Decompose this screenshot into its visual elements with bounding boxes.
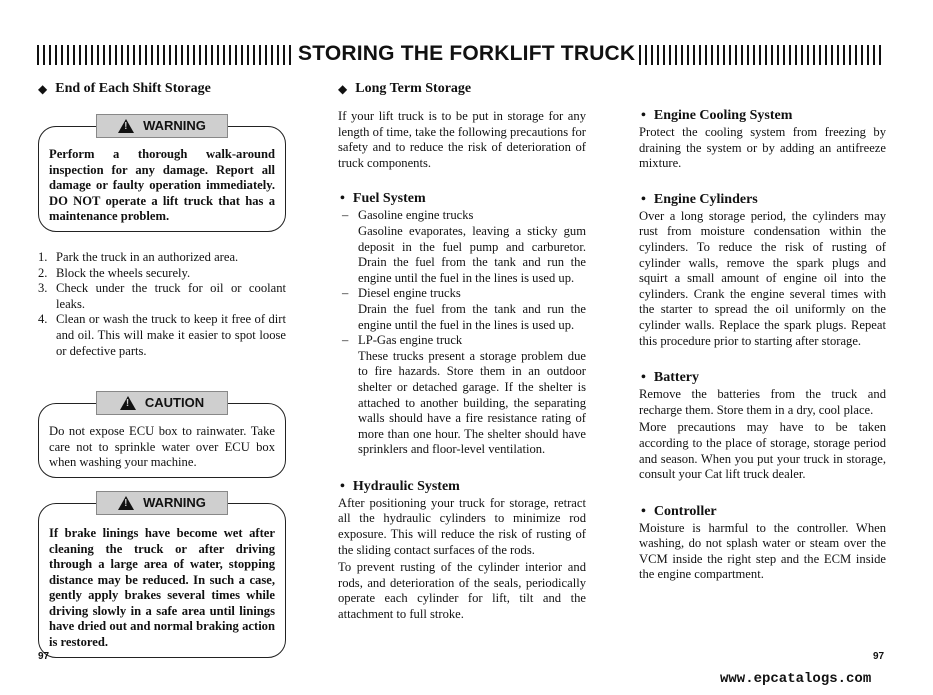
header-bar: [235, 45, 237, 65]
list-item: [338, 208, 586, 224]
step-text: Clean or wash the truck to keep it free of dirt and oil. This will make it easier to spot loose or defective parts.: [56, 312, 286, 358]
step-text: Park the truck in an authorized area.: [56, 249, 239, 264]
warning-text: Perform a thorough walk-around inspection for any damage. Report all damage or faulty operation immediately. DO NOT operate a lift truck that has a maintenance problem.: [49, 147, 275, 224]
header-bar: [73, 45, 75, 65]
header-bar: [831, 45, 833, 65]
header-bar: [49, 45, 51, 65]
step-number: 1.: [38, 249, 48, 264]
header-bar: [801, 45, 803, 65]
header-bar: [765, 45, 767, 65]
subsection-title: Engine Cylinders: [653, 191, 758, 207]
step-number: 2.: [38, 265, 48, 280]
warning-badge: [96, 491, 228, 515]
header-bar: [109, 45, 111, 65]
header-bar: [843, 45, 845, 65]
header-bar: [717, 45, 719, 65]
bullet-icon: •: [641, 503, 646, 519]
bullet-icon: •: [641, 191, 646, 207]
warning-text: If brake linings have become wet after cleaning the truck or after driving through a large area of water, stopping distance may be reduced. In such a case, gently apply brakes several times while driving slowly in a safe area until linings have dried out and normal braking action is restored.: [49, 525, 275, 650]
header-bar: [759, 45, 761, 65]
left-column: [38, 80, 286, 658]
header-bar: [705, 45, 707, 65]
bullet-icon: •: [641, 370, 646, 386]
warning-box: [38, 118, 286, 232]
header-bar: [663, 45, 665, 65]
page-number-left: 97: [38, 651, 50, 662]
caution-badge: [96, 391, 228, 415]
header-bar: [187, 45, 189, 65]
storage-steps: [38, 250, 286, 359]
header-bar: [151, 45, 153, 65]
item-text: These trucks present a storage problem due to fire hazards. Store them in an outdoor shelter or detached garage. If the shelter is attached to another building, the separating walls should have a fire resistance rating of more than one hour. The shelter should have sprinklers and floor-level ventilation.: [358, 348, 586, 457]
subsection-heading: [641, 191, 886, 209]
header-bar: [729, 45, 731, 65]
subsection-heading: [340, 190, 586, 208]
header-bar: [723, 45, 725, 65]
list-item: [38, 266, 286, 282]
bullet-icon: •: [340, 478, 345, 494]
header-bar: [199, 45, 201, 65]
header-bar: [163, 45, 165, 65]
header-bar: [247, 45, 249, 65]
intro-paragraph: If your lift truck is to be put in storage for any length of time, take the following precautions for safety and to reduce the risk of deterioration of truck components.: [338, 109, 586, 170]
subsection-title: Controller: [653, 503, 717, 519]
header-bar: [205, 45, 207, 65]
header-bar: [825, 45, 827, 65]
warning-triangle-icon: [118, 496, 134, 510]
diamond-bullet-icon: ◆: [38, 82, 48, 96]
header-bar: [79, 45, 81, 65]
paragraph: After positioning your truck for storage, retract all the hydraulic cylinders to minimize rod exposure. This will reduce the risk of rusting of the sliding contact surfaces of the rods.: [338, 495, 586, 557]
header-bar: [175, 45, 177, 65]
header-bar: [211, 45, 213, 65]
caution-box: [38, 395, 286, 478]
header-bar: [639, 45, 641, 65]
warning-text-box: [38, 503, 286, 658]
header-bar: [747, 45, 749, 65]
diamond-bullet-icon: ◆: [338, 82, 348, 96]
header-bar: [283, 45, 285, 65]
subsection-heading: [641, 503, 886, 521]
list-item: [338, 333, 586, 349]
header-bar: [777, 45, 779, 65]
header-bar: [819, 45, 821, 65]
header-bar: [735, 45, 737, 65]
item-label: LP-Gas engine truck: [358, 333, 463, 348]
step-number: 3.: [38, 281, 48, 296]
dash-bullet-icon: –: [342, 286, 349, 301]
warning-text-box: [38, 126, 286, 232]
caution-text: Do not expose ECU box to rainwater. Take care not to sprinkle water over ECU box when washing your machine.: [49, 424, 275, 470]
header-bar: [771, 45, 773, 65]
dash-bullet-icon: –: [342, 208, 349, 223]
page-header: [36, 41, 882, 67]
header-bar: [651, 45, 653, 65]
warning-triangle-icon: [118, 119, 134, 133]
step-text: Block the wheels securely.: [56, 265, 191, 280]
warning-label: WARNING: [143, 118, 206, 134]
header-bar: [277, 45, 279, 65]
caution-triangle-icon: [120, 396, 136, 410]
section-heading: [338, 80, 586, 98]
header-bar: [157, 45, 159, 65]
header-bar: [711, 45, 713, 65]
bullet-icon: •: [641, 108, 646, 123]
right-column: [639, 107, 886, 583]
header-bar: [115, 45, 117, 65]
page-title: STORING THE FORKLIFT TRUCK: [298, 42, 636, 65]
header-bar: [127, 45, 129, 65]
header-bar: [85, 45, 87, 65]
header-bar: [795, 45, 797, 65]
bullet-icon: •: [340, 191, 345, 207]
header-bar: [645, 45, 647, 65]
subsection-title: Fuel System: [352, 191, 426, 207]
subsection-heading: [641, 369, 886, 387]
header-bar: [693, 45, 695, 65]
header-bar: [837, 45, 839, 65]
paragraph: Over a long storage period, the cylinders may rust from moisture condensation within the cylinders. To reduce the risk of rusting of cylinder walls, remove the spark plugs and squirt a small amount of engine oil into the cylinders. Crank the engine several times with the starter to spread the oil uniformly on the cylinder walls. Replace the spark plugs. Repeat this procedure prior to starting after storage.: [639, 208, 886, 348]
paragraph: More precautions may have to be taken according to the place of storage, storage period and season. When you put your truck in storage, consult your Cat lift truck dealer.: [639, 420, 886, 482]
header-bar: [55, 45, 57, 65]
subsection-heading: [641, 107, 886, 125]
section-heading-text: Long Term Storage: [355, 81, 472, 96]
header-bar: [103, 45, 105, 65]
header-bar: [193, 45, 195, 65]
section-heading: [38, 80, 286, 98]
caution-label: CAUTION: [144, 395, 205, 411]
header-bar: [669, 45, 671, 65]
header-bar: [169, 45, 171, 65]
header-bar: [741, 45, 743, 65]
paragraph: Remove the batteries from the truck and recharge them. Store them in a dry, cool place.: [639, 387, 886, 417]
header-bar: [259, 45, 261, 65]
header-bar: [855, 45, 857, 65]
item-label: Gasoline engine trucks: [358, 208, 474, 223]
step-text: Check under the truck for oil or coolant leaks.: [56, 281, 286, 311]
header-bars-left: [36, 45, 292, 65]
page-number-right: 97: [873, 651, 885, 662]
header-bar: [139, 45, 141, 65]
header-bar: [789, 45, 791, 65]
warning-label: WARNING: [143, 495, 206, 511]
item-text: Gasoline evaporates, leaving a sticky gum deposit in the fuel pump and carburetor. Drain the fuel from the tank and run the engine until the fuel in the lines is used up.: [358, 223, 586, 285]
header-bar: [145, 45, 147, 65]
list-item: [38, 281, 286, 312]
header-bar: [675, 45, 677, 65]
header-bar: [97, 45, 99, 65]
section-heading-text: End of Each Shift Storage: [55, 81, 211, 96]
header-bar: [783, 45, 785, 65]
subsection-title: Hydraulic System: [352, 478, 460, 494]
header-bar: [61, 45, 63, 65]
list-item: [38, 250, 286, 266]
paragraph: To prevent rusting of the cylinder interior and rods, and deterioration of the seals, periodically operate each cylinder for lift, tilt and the attachment to full stroke.: [338, 560, 586, 622]
header-bar: [91, 45, 93, 65]
header-bar: [873, 45, 875, 65]
header-bar: [181, 45, 183, 65]
header-bar: [133, 45, 135, 65]
paragraph: Moisture is harmful to the controller. When washing, do not splash water or steam over the VCM inside the right step and the ECM inside the engine compartment.: [639, 520, 886, 582]
watermark-text: www.epcatalogs.com: [720, 671, 872, 687]
subsection-title: Engine Cooling System: [653, 108, 793, 123]
header-bar: [241, 45, 243, 65]
warning-box: [38, 495, 286, 658]
header-bar: [699, 45, 701, 65]
header-bar: [37, 45, 39, 65]
dash-bullet-icon: –: [342, 333, 349, 348]
subsection-heading: [340, 478, 586, 496]
header-bar: [253, 45, 255, 65]
header-bar: [43, 45, 45, 65]
subsection-title: Battery: [653, 370, 699, 386]
item-label: Diesel engine trucks: [358, 286, 461, 301]
header-bar: [223, 45, 225, 65]
header-bar: [229, 45, 231, 65]
header-bar: [807, 45, 809, 65]
step-number: 4.: [38, 312, 48, 327]
list-item: [38, 312, 286, 359]
header-bar: [67, 45, 69, 65]
header-bar: [121, 45, 123, 65]
header-bar: [867, 45, 869, 65]
header-bar: [687, 45, 689, 65]
item-text: Drain the fuel from the tank and run the engine until the fuel in the lines is used up.: [358, 301, 586, 332]
header-bar: [265, 45, 267, 65]
list-item: [338, 286, 586, 302]
header-bar: [753, 45, 755, 65]
header-bar: [861, 45, 863, 65]
header-bars-right: [638, 45, 882, 65]
header-bar: [289, 45, 291, 65]
header-bar: [271, 45, 273, 65]
header-bar: [657, 45, 659, 65]
header-bar: [681, 45, 683, 65]
warning-badge: [96, 114, 228, 138]
header-bar: [217, 45, 219, 65]
header-bar: [813, 45, 815, 65]
middle-column: [338, 80, 586, 623]
paragraph: Protect the cooling system from freezing by draining the system or by adding an antifreeze mixture.: [639, 125, 886, 171]
header-bar: [879, 45, 881, 65]
header-bar: [849, 45, 851, 65]
